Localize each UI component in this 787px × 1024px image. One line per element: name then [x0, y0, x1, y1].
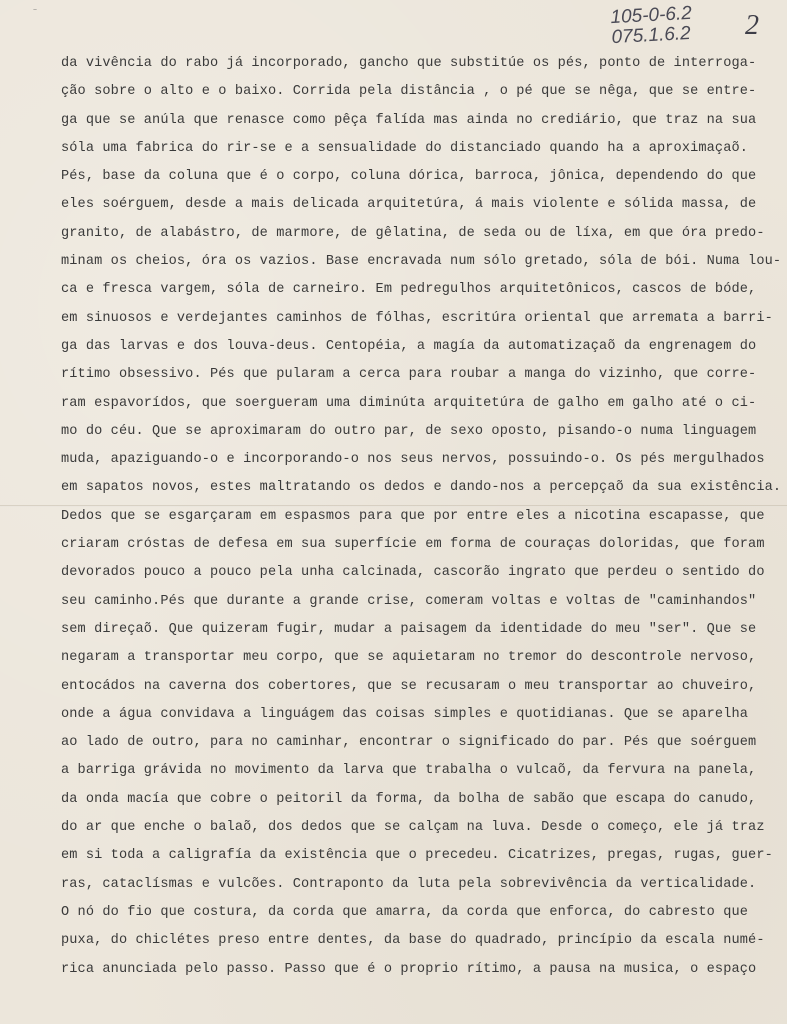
text-line: ga das larvas e dos louva-deus. Centopéia, a magía da automatizaçaõ da engrenagem do — [61, 338, 757, 354]
text-line: seu caminho.Pés que durante a grande crise, comeram voltas e voltas de "caminhandos" — [61, 593, 757, 609]
text-line: devorados pouco a pouco pela unha calcinada, cascorão ingrato que perdeu o sentido do — [61, 565, 765, 581]
text-line: onde a água convidava a linguágem das coisas simples e quotidianas. Que se aparelha — [61, 706, 749, 722]
text-line: ao lado de outro, para no caminhar, encontrar o significado do par. Pés que soérguem — [61, 735, 757, 751]
text-line: rica anunciada pelo passo. Passo que é o proprio rítimo, a pausa na musica, o espaço — [61, 961, 757, 977]
text-line: muda, apaziguando-o e incorporando-o nos seus nervos, possuindo-o. Os pés mergulhados — [61, 452, 765, 468]
text-line: da vivência do rabo já incorporado, gancho que substitúe os pés, ponto de interroga- — [61, 56, 757, 71]
text-line: Pés, base da coluna que é o corpo, coluna dórica, barroca, jônica, dependendo do que — [61, 169, 757, 185]
text-line: da onda macía que cobre o peitoril da forma, da bolha de sabão que escapa do canudo, — [61, 791, 757, 807]
text-line: em si toda a caligrafía da existência que o precedeu. Cicatrizes, pregas, rugas, guer- — [61, 848, 773, 864]
typed-body-text — [61, 50, 782, 984]
text-line: ga que se anúla que renasce como pêça falída mas ainda no crediário, que traz na sua — [61, 112, 757, 128]
archive-code-stamp — [610, 4, 693, 48]
text-line: granito, de alabástro, de marmore, de gêlatina, de seda ou de líxa, em que óra predo- — [61, 225, 765, 241]
text-line: sóla uma fabrica do rir-se e a sensualidade do distanciado quando ha a aproximaçaõ. — [61, 140, 749, 156]
text-line: a barriga grávida no movimento da larva que trabalha o vulcaõ, da fervura na panela, — [61, 763, 757, 779]
text-line: rítimo obsessivo. Pés que pularam a cerca para roubar a manga do vizinho, que corre- — [61, 367, 757, 383]
text-line: do ar que enche o balaõ, dos dedos que se calçam na luva. Desde o começo, ele já traz — [61, 820, 765, 836]
corner-mark-icon: ⁻ — [32, 8, 39, 19]
text-line: criaram cróstas de defesa em sua superfície em forma de couraças doloridas, que foram — [61, 537, 765, 553]
text-line: Dedos que se esgarçaram em espasmos para que por entre eles a nicotina escapasse, que — [61, 508, 765, 524]
text-line: negaram a transportar meu corpo, que se aquietaram no tremor do descontrole nervoso, — [61, 650, 757, 666]
text-line: ras, cataclísmas e vulcões. Contraponto da luta pela sobrevivência da verticalidade. — [61, 876, 757, 892]
text-line: mo do céu. Que se aproximaram do outro par, de sexo oposto, pisando-o numa linguagem — [61, 423, 757, 439]
text-line: ram espavorídos, que soergueram uma diminúta arquitetúra de galho em galho até o ci- — [61, 395, 757, 411]
text-line: O nó do fio que costura, da corda que amarra, da corda que enforca, do cabresto que — [61, 904, 749, 920]
page-number: 2 — [745, 10, 759, 41]
text-line: eles soérguem, desde a mais delicada arquitetúra, á mais violente e sólida massa, de — [61, 197, 757, 213]
text-line: minam os cheios, óra os vazios. Base encravada num sólo gretado, sóla de bói. Numa lou- — [61, 254, 782, 270]
text-line: sem direçaõ. Que quizeram fugir, mudar a paisagem da identidade do meu "ser". Que se — [61, 621, 757, 637]
text-line: ção sobre o alto e o baixo. Corrida pela distância , o pé que se nêga, que se entre- — [61, 84, 757, 100]
text-line: ca e fresca vargem, sóla de carneiro. Em pedregulhos arquitetônicos, cascos de bóde, — [61, 282, 757, 298]
text-line: em sinuosos e verdejantes caminhos de fólhas, escritúra oriental que arremata a barri- — [61, 310, 773, 326]
archive-code-line: 105-0-6.2 — [609, 2, 692, 29]
text-line: entocádos na caverna dos cobertores, que se recusaram o meu transportar ao chuveiro, — [61, 678, 757, 694]
archive-code-line: 075.1.6.2 — [610, 22, 691, 49]
text-line: em sapatos novos, estes maltratando os dedos e dando-nos a percepçaõ da sua existência. — [61, 480, 782, 496]
text-line: puxa, do chiclétes preso entre dentes, da base do quadrado, princípio da escala numé- — [61, 933, 765, 949]
